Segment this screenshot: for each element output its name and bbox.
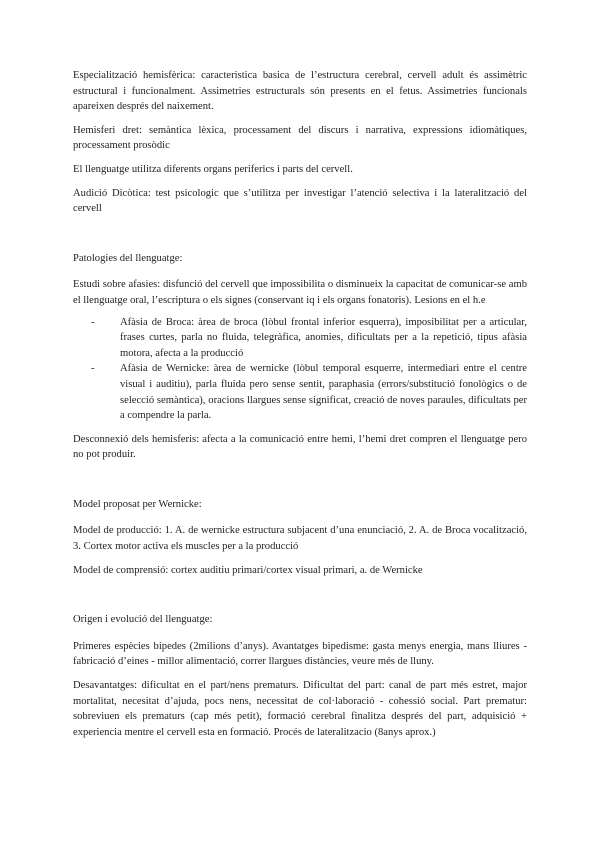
heading-patologies: Patologies del llenguatge: <box>73 252 183 264</box>
bullet-dash: - <box>91 316 95 328</box>
list-item-text: Afàsia de Wernicke: àrea de wernicke (lòbul temporal esquerre, intermediari entre el centre visual i auditiu), parla fluida pero sense sentit, paraphasia (errors/substitució fonològics o de selecció semàntica), oracions llargues sense significat, creació de noves paraules, dificultats per a compendre la parla. <box>120 363 527 422</box>
list-item-broca <box>73 315 527 362</box>
paragraph-primeres-especies: Primeres espècies bipedes (2milions d’anys). Avantatges bipedisme: gasta menys energia, mans lliures - fabricació d’eines - millor alimentació, correr llargues distàncies, veure més de lluny. <box>73 640 527 668</box>
heading-origen: Origen i evolució del llenguatge: <box>73 614 213 626</box>
paragraph-audicio-dicotica: Audició Dicòtica: test psicologic que s’utilitza per investigar l’atenció selectiva i la lateralització del cervell <box>73 187 527 215</box>
paragraph-desconnexio: Desconnexió dels hemisferis: afecta a la comunicació entre hemi, l’hemi dret compren el llenguatge pero no pot produir. <box>73 433 527 461</box>
paragraph-model-comprensio: Model de comprensió: cortex auditiu primari/cortex visual primari, a. de Wernicke <box>73 564 423 576</box>
paragraph-hemisferi-dret: Hemisferi dret: semàntica lèxica, processament del discurs i narrativa, expressions idiomàtiques, processament prosòdic <box>73 124 527 152</box>
list-item-wernicke <box>73 361 527 423</box>
heading-model-wernicke: Model proposat per Wernicke: <box>73 498 202 510</box>
bullet-dash: - <box>91 363 95 375</box>
paragraph-desavantatges: Desavantatges: dificultat en el part/nens prematurs. Dificultat del part: canal de part més estret, major mortalitat, necesitat d’ajuda, pocs nens, necessitat de col·laboració - cohessió social. Part prematur: sobreviuen els prematurs (cap més petit), formació cerebral finalitza després del part, adquisició + experiencia mentre el cervell esta en formació. Procés de lateralitzacio (8anys aprox.) <box>73 680 527 738</box>
paragraph-afasies: Estudi sobre afasies: disfunció del cervell que impossibilita o disminueix la capacitat de comunicar-se amb el llenguatge oral, l’escriptura o els signes (conservant iq i els organs fonatoris). Lesions en el h.e <box>73 279 527 306</box>
list-item-text: Afàsia de Broca: àrea de broca (lòbul frontal inferior esquerra), imposibilitat per a articular, frases curtes, parla no fluida, telegràfica, anomies, dificultats per a la repetició, tipus afàsia motora, afecta a la producció <box>120 316 527 359</box>
paragraph-llenguatge-organs: El llenguatge utilitza diferents organs periferics i parts del cervell. <box>73 163 353 175</box>
paragraph-model-produccio: Model de producció: 1. A. de wernicke estructura subjacent d’una enunciació, 2. A. de Broca vocalització, 3. Cortex motor activa els muscles per a la producció <box>73 525 527 553</box>
afasia-list <box>73 315 527 424</box>
paragraph-especialitzacio: Especialització hemisfèrica: caracteristica basica de l’estructura cerebral, cervell adult és assimètric estructural i funcionalment. Assimetries estructurals són presents en el fetus. Assimetries funcionals apareixen després del naixement. <box>73 70 527 113</box>
